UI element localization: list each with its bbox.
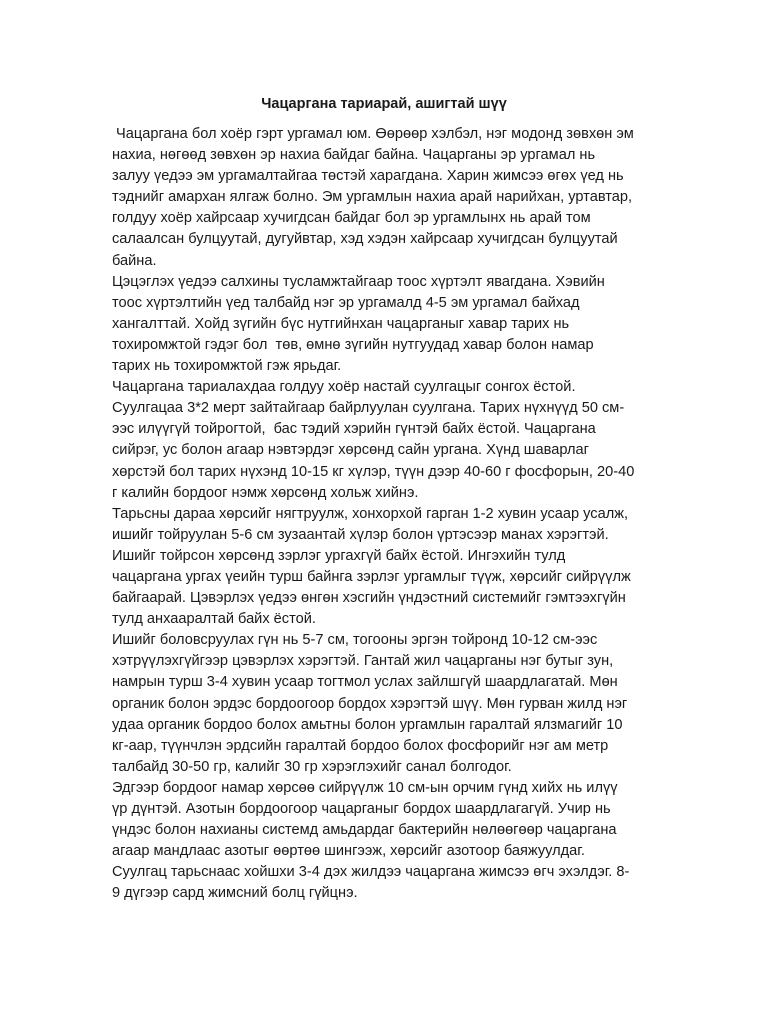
text-line: хангалттай. Хойд зүгийн бүс нутгийнхан чацарганыг хавар тарих нь — [112, 315, 570, 332]
text-line: Эдгээр бордоог намар хөрсөө сийрүүлж 10 см-ын орчим гүнд хийх нь илүү — [112, 779, 618, 796]
text-line: 9 дүгээр сард жимсний болц гүйцнэ. — [112, 885, 358, 902]
text-line: тулд анхааралтай байх ёстой. — [112, 611, 316, 628]
text-line: залуу үедээ эм ургамалтайгаа төстэй харагдана. Харин жимсээ өгөх үед нь — [112, 168, 624, 185]
text-line: Тарьсны дараа хөрсийг нягтруулж, хонхорхой гарган 1-2 хувин усаар усалж, — [112, 505, 629, 522]
text-line: байгаарай. Цэвэрлэх үедээ өнгөн хэсгийн үндэстний системийг гэмтээхгүйн — [112, 590, 626, 607]
text-line: тохиромжтой гэдэг бол төв, өмнө зүгийн нутгуудад хавар болон намар — [112, 336, 594, 353]
document-title: Чацаргана тариарай, ашигтай шүү — [261, 96, 507, 112]
text-line: хэтрүүлэхгүйгээр цэвэрлэх хэрэгтэй. Гантай жил чацарганы нэг бутыг зун, — [112, 653, 614, 670]
text-line: үндэс болон нахианы системд амьдардаг бактерийн нөлөөгөөр чацаргана — [112, 822, 617, 839]
text-line: сийрэг, ус болон агаар нэвтэрдэг хөрсөнд сайн ургана. Хүнд шаварлаг — [112, 442, 589, 459]
text-line: органик болон эрдэс бордоогоор бордох хэрэгтэй шүү. Мөн гурван жилд нэг — [112, 695, 628, 712]
text-line: хөрстэй бол тарих нүхэнд 10-15 кг хүлэр, түүн дээр 40-60 г фосфорын, 20-40 — [112, 463, 635, 480]
text-line: г калийн бордоог нэмж хөрсөнд хольж хийнэ. — [112, 484, 419, 501]
text-line: агаар мандлаас азотыг өөртөө шингээж, хөрсийг азотоор баяжуулдаг. — [112, 843, 585, 860]
text-line: Суулгацаа 3*2 мерт зайтайгаар байрлуулан суулгана. Тарих нүхнүүд 50 см- — [112, 400, 625, 417]
text-line: Суулгац тарьснаас хойшхи 3-4 дэх жилдээ чацаргана жимсээ өгч эхэлдэг. 8- — [112, 864, 630, 881]
text-line: Чацаргана тариалахдаа голдуу хоёр настай суулгацыг сонгох ёстой. — [112, 379, 576, 396]
text-line: ишийг тойруулан 5-6 см зузаантай хүлэр болон үртэсээр манах хэрэгтэй. — [112, 526, 609, 543]
text-line: кг-аар, түүнчлэн эрдсийн гаралтай бордоо болох фосфорийг нэг ам метр — [112, 737, 609, 754]
text-line: чацаргана ургах үеийн турш байнга зэрлэг ургамлыг түүж, хөрсийг сийрүүлж — [112, 568, 631, 585]
text-line: ээс илүүгүй тойрогтой, бас тэдий хэрийн гүнтэй байх ёстой. Чацаргана — [112, 421, 596, 438]
text-line: Цэцэглэх үедээ салхины тусламжтайгаар тоос хүртэлт явагдана. Хэвийн — [112, 273, 605, 290]
text-line: тоос хүртэлтийн үед талбайд нэг эр ургамалд 4-5 эм ургамал байхад — [112, 294, 580, 311]
document-body — [112, 124, 672, 904]
text-line: үр дүнтэй. Азотын бордоогоор чацарганыг бордох шаардлагагүй. Учир нь — [112, 801, 611, 817]
text-line: удаа органик бордоо болох амьтны болон ургамлын гаралтай ялзмагийг 10 — [112, 716, 623, 733]
text-line: намрын турш 3-4 хувин усаар тогтмол услах зайлшгүй шаардлагатай. Мөн — [112, 674, 618, 691]
text-line: салаалсан булцуутай, дугуйвтар, хэд хэдэн хайрсаар хучигдсан булцуутай — [112, 231, 618, 248]
text-line: голдуу хоёр хайрсаар хучигдсан байдаг бол эр ургамлынх нь арай том — [112, 210, 591, 227]
text-line: тэднийг амархан ялгаж болно. Эм ургамлын нахиа арай нарийхан, уртавтар, — [112, 189, 633, 206]
text-line: Ишийг тойрсон хөрсөнд зэрлэг ургахгүй байх ёстой. Ингэхийн тулд — [112, 547, 566, 564]
text-line: Ишийг боловсруулах гүн нь 5-7 см, тогооны эргэн тойронд 10-12 см-ээс — [112, 632, 598, 649]
text-line: байна. — [112, 252, 157, 269]
text-line: тарих нь тохиромжтой гэж ярьдаг. — [112, 358, 342, 375]
text-line: нахиа, нөгөөд зөвхөн эр нахиа байдаг байна. Чацарганы эр ургамал нь — [112, 147, 596, 164]
text-line: Чацаргана бол хоёр гэрт ургамал юм. Өөрөөр хэлбэл, нэг модонд зөвхөн эм — [112, 126, 634, 142]
text-line: талбайд 30-50 гр, калийг 30 гр хэрэглэхийг санал болгодог. — [112, 758, 512, 775]
